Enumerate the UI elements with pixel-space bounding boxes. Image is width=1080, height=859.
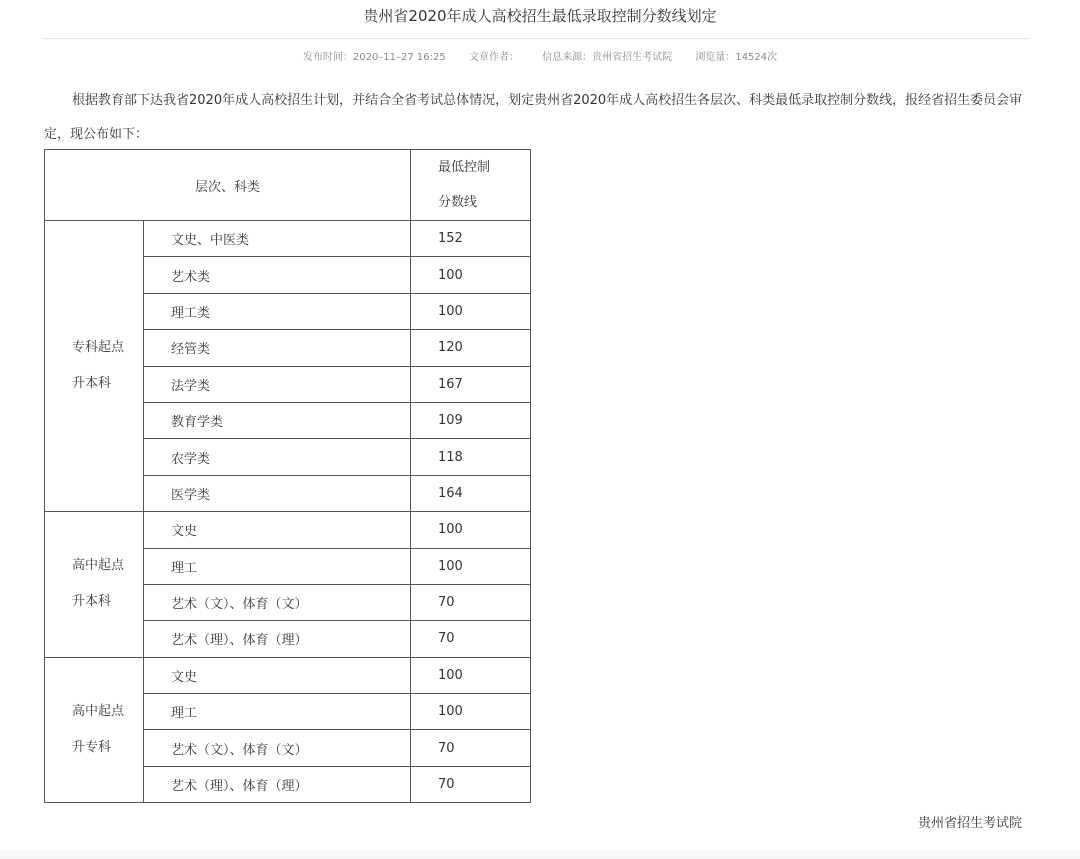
intro-paragraph: 根据教育部下达我省2020年成人高校招生计划，并结合全省考试总体情况，划定贵州省2020年成人高校招生各层次、科类最低录取控制分数线，报经省招生委员会审定，现公布如下： [44, 93, 1023, 142]
score-cell: 100 [411, 694, 531, 730]
score-cell: 152 [411, 221, 531, 257]
category-cell: 理工类 [144, 293, 411, 329]
score-cell: 70 [411, 584, 531, 620]
category-cell: 农学类 [144, 439, 411, 475]
score-cell: 100 [411, 293, 531, 329]
table-header-score-line2: 分数线 [438, 195, 478, 210]
category-cell: 理工 [144, 548, 411, 584]
score-cell: 109 [411, 402, 531, 438]
score-table [44, 149, 531, 803]
category-cell: 文史 [144, 657, 411, 693]
level-line1: 专科起点 [72, 340, 125, 356]
level-cell [45, 657, 144, 803]
level-cell [45, 221, 144, 512]
category-cell: 教育学类 [144, 402, 411, 438]
table-row [45, 512, 531, 548]
score-cell: 100 [411, 257, 531, 293]
title-divider [42, 38, 1030, 39]
category-cell: 理工 [144, 694, 411, 730]
level-cell [45, 512, 144, 658]
publish-time: 发布时间：2020–11–27 16:25 [302, 52, 446, 63]
category-cell: 艺术（理）、体育（理） [144, 766, 411, 802]
score-cell: 118 [411, 439, 531, 475]
level-line1: 高中起点 [72, 703, 125, 719]
category-cell: 艺术类 [144, 257, 411, 293]
category-cell: 法学类 [144, 366, 411, 402]
bottom-bar [0, 850, 1080, 859]
level-line2: 升专科 [72, 739, 112, 755]
table-row [45, 221, 531, 257]
category-cell: 艺术（理）、体育（理） [144, 621, 411, 657]
score-cell: 100 [411, 548, 531, 584]
table-header-score [411, 150, 531, 221]
level-line2: 升本科 [72, 376, 112, 392]
view-count: 浏览量：14524次 [695, 52, 778, 63]
score-cell: 100 [411, 657, 531, 693]
article-author: 文章作者： [468, 52, 519, 63]
level-line2: 升本科 [72, 594, 112, 610]
table-header-score-line1: 最低控制 [438, 160, 491, 175]
score-cell: 120 [411, 330, 531, 366]
category-cell: 艺术（文）、体育（文） [144, 584, 411, 620]
score-cell: 70 [411, 621, 531, 657]
category-cell: 医学类 [144, 475, 411, 511]
article-title: 贵州省2020年成人高校招生最低录取控制分数线划定 [363, 7, 717, 25]
level-line1: 高中起点 [72, 558, 125, 574]
score-cell: 70 [411, 766, 531, 802]
score-cell: 100 [411, 512, 531, 548]
table-row [45, 657, 531, 693]
score-cell: 70 [411, 730, 531, 766]
article-meta [0, 48, 1080, 63]
table-header-row [45, 150, 531, 221]
score-cell: 167 [411, 366, 531, 402]
category-cell: 文史、中医类 [144, 221, 411, 257]
table-header-level-category: 层次、科类 [45, 150, 411, 221]
category-cell: 文史 [144, 512, 411, 548]
article-source: 信息来源：贵州省招生考试院 [542, 52, 673, 63]
category-cell: 经管类 [144, 330, 411, 366]
score-cell: 164 [411, 475, 531, 511]
category-cell: 艺术（文）、体育（文） [144, 730, 411, 766]
issuing-organization: 贵州省招生考试院 [918, 816, 1023, 831]
